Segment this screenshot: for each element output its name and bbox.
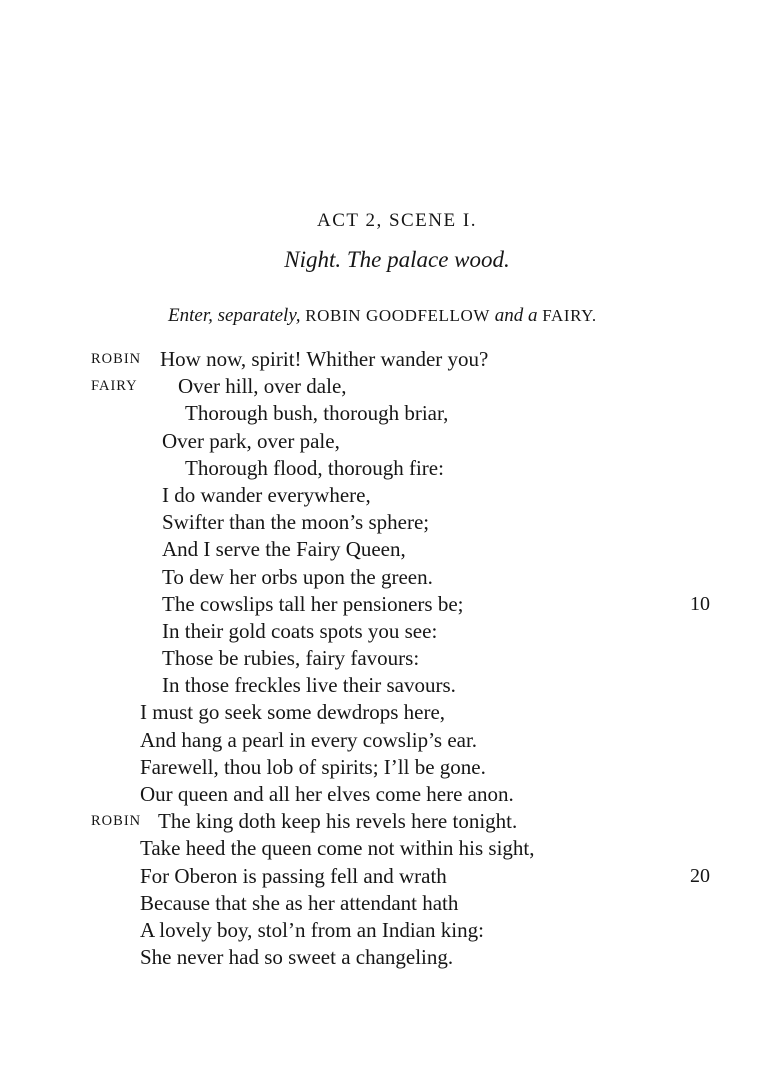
line-text: In their gold coats spots you see:: [162, 618, 438, 643]
stage-direction-and-a: and a: [494, 305, 538, 326]
verse-line: [0, 672, 760, 699]
verse-line: [0, 455, 760, 482]
line-number: 10: [690, 592, 710, 615]
verse-line: [0, 645, 760, 672]
line-text: Take heed the queen come not within his sight,: [140, 836, 535, 861]
verse-line: [0, 373, 760, 400]
verse-line: [0, 917, 760, 944]
verse-line: [0, 564, 760, 591]
line-text: Because that she as her attendant hath: [140, 890, 459, 915]
verse-line: [0, 808, 760, 835]
verse-line: [0, 509, 760, 536]
verse-line: [0, 482, 760, 509]
line-text: A lovely boy, stol’n from an Indian king:: [140, 917, 484, 942]
stage-direction-enter: Enter, separately,: [168, 305, 301, 326]
act-scene-heading: ACT 2, SCENE I.: [317, 210, 477, 231]
speaker-name: ROBIN: [91, 351, 142, 367]
line-text: Thorough flood, thorough fire:: [185, 455, 444, 480]
verse-line: [0, 944, 760, 971]
line-text: Those be rubies, fairy favours:: [162, 646, 420, 671]
stage-direction-fairy: FAIRY.: [542, 306, 597, 325]
line-text: She never had so sweet a changeling.: [140, 945, 454, 970]
verse-line: [0, 591, 760, 618]
verse-line: [0, 618, 760, 645]
line-text: And I serve the Fairy Queen,: [162, 537, 406, 562]
line-text: The king doth keep his revels here tonight.: [158, 809, 518, 834]
speaker-name: ROBIN: [91, 813, 142, 830]
line-number: 20: [690, 864, 710, 887]
stage-direction-robin: ROBIN GOODFELLOW: [305, 306, 490, 325]
line-text: Farewell, thou lob of spirits; I’ll be gone.: [140, 754, 486, 779]
verse-line: [0, 727, 760, 754]
verse-line: [0, 863, 760, 890]
line-text: Swifter than the moon’s sphere;: [162, 510, 430, 535]
line-text: I do wander everywhere,: [162, 482, 371, 507]
verse-line: [0, 400, 760, 427]
stage-direction: [168, 305, 597, 327]
line-text: Over hill, over dale,: [178, 374, 347, 399]
line-text: Thorough bush, thorough briar,: [185, 401, 449, 426]
line-text: For Oberon is passing fell and wrath: [140, 863, 447, 888]
line-text: Over park, over pale,: [162, 428, 340, 453]
line-text: In those freckles live their savours.: [162, 673, 456, 698]
line-text: To dew her orbs upon the green.: [162, 564, 433, 589]
verse-line: [0, 699, 760, 726]
verse-line: [0, 536, 760, 563]
verse-block: [0, 346, 760, 971]
line-text: And hang a pearl in every cowslip’s ear.: [140, 727, 478, 752]
verse-line: [0, 346, 760, 373]
speaker-name: FAIRY: [91, 378, 138, 395]
line-text: Our queen and all her elves come here anon.: [140, 782, 514, 806]
verse-line: [0, 835, 760, 862]
line-text: I must go seek some dewdrops here,: [140, 700, 446, 725]
verse-line: [0, 754, 760, 781]
verse-line: [0, 781, 760, 808]
scene-setting: Night. The palace wood.: [284, 247, 510, 272]
line-text: How now, spirit! Whither wander you?: [160, 347, 489, 371]
verse-line: [0, 890, 760, 917]
line-text: The cowslips tall her pensioners be;: [162, 591, 464, 616]
verse-line: [0, 428, 760, 455]
